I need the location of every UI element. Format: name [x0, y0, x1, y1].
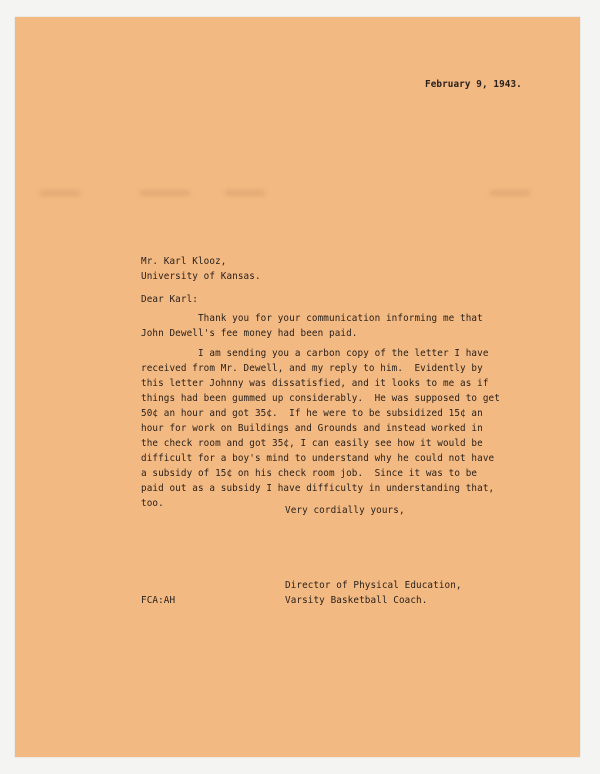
recipient-line: University of Kansas.	[141, 271, 261, 282]
recipient-address	[141, 254, 261, 284]
paragraph-line: 50¢ an hour and got 35¢. If he were to be subsidized 15¢ an	[141, 408, 483, 419]
signature-line: Director of Physical Education,	[285, 580, 462, 591]
bleed-through-mark	[490, 190, 530, 196]
paragraph-line: this letter Johnny was dissatisfied, and it looks to me as if	[141, 378, 489, 389]
paragraph-line: a subsidy of 15¢ on his check room job. Since it was to be	[141, 468, 478, 479]
paragraph-1	[141, 311, 483, 341]
paragraph-line: John Dewell's fee money had been paid.	[141, 328, 358, 339]
bleed-through-mark	[140, 190, 190, 196]
letter-date: February 9, 1943.	[425, 79, 522, 90]
paragraph-line: I am sending you a carbon copy of the letter I have	[141, 348, 489, 359]
paragraph-line: things had been gummed up considerably. He was supposed to get	[141, 393, 500, 404]
paragraph-line: paid out as a subsidy I have difficulty in understanding that,	[141, 483, 495, 494]
paragraph-line: the check room and got 35¢, I can easily see how it would be	[141, 438, 483, 449]
paragraph-line: Thank you for your communication informing me that	[141, 313, 483, 324]
paragraph-line: hour for work on Buildings and Grounds and instead worked in	[141, 423, 483, 434]
salutation: Dear Karl:	[141, 294, 198, 305]
bleed-through-mark	[40, 190, 80, 196]
paragraph-2	[141, 346, 500, 511]
signature-line: Varsity Basketball Coach.	[285, 595, 428, 606]
paragraph-line: too.	[141, 498, 164, 509]
paragraph-line: difficult for a boy's mind to understand why he could not have	[141, 453, 495, 464]
paragraph-line: received from Mr. Dewell, and my reply to him. Evidently by	[141, 363, 483, 374]
typist-initials: FCA:AH	[141, 595, 176, 606]
closing: Very cordially yours,	[285, 505, 405, 516]
signature-block	[285, 578, 462, 608]
recipient-line: Mr. Karl Klooz,	[141, 256, 227, 267]
bleed-through-mark	[225, 190, 265, 196]
